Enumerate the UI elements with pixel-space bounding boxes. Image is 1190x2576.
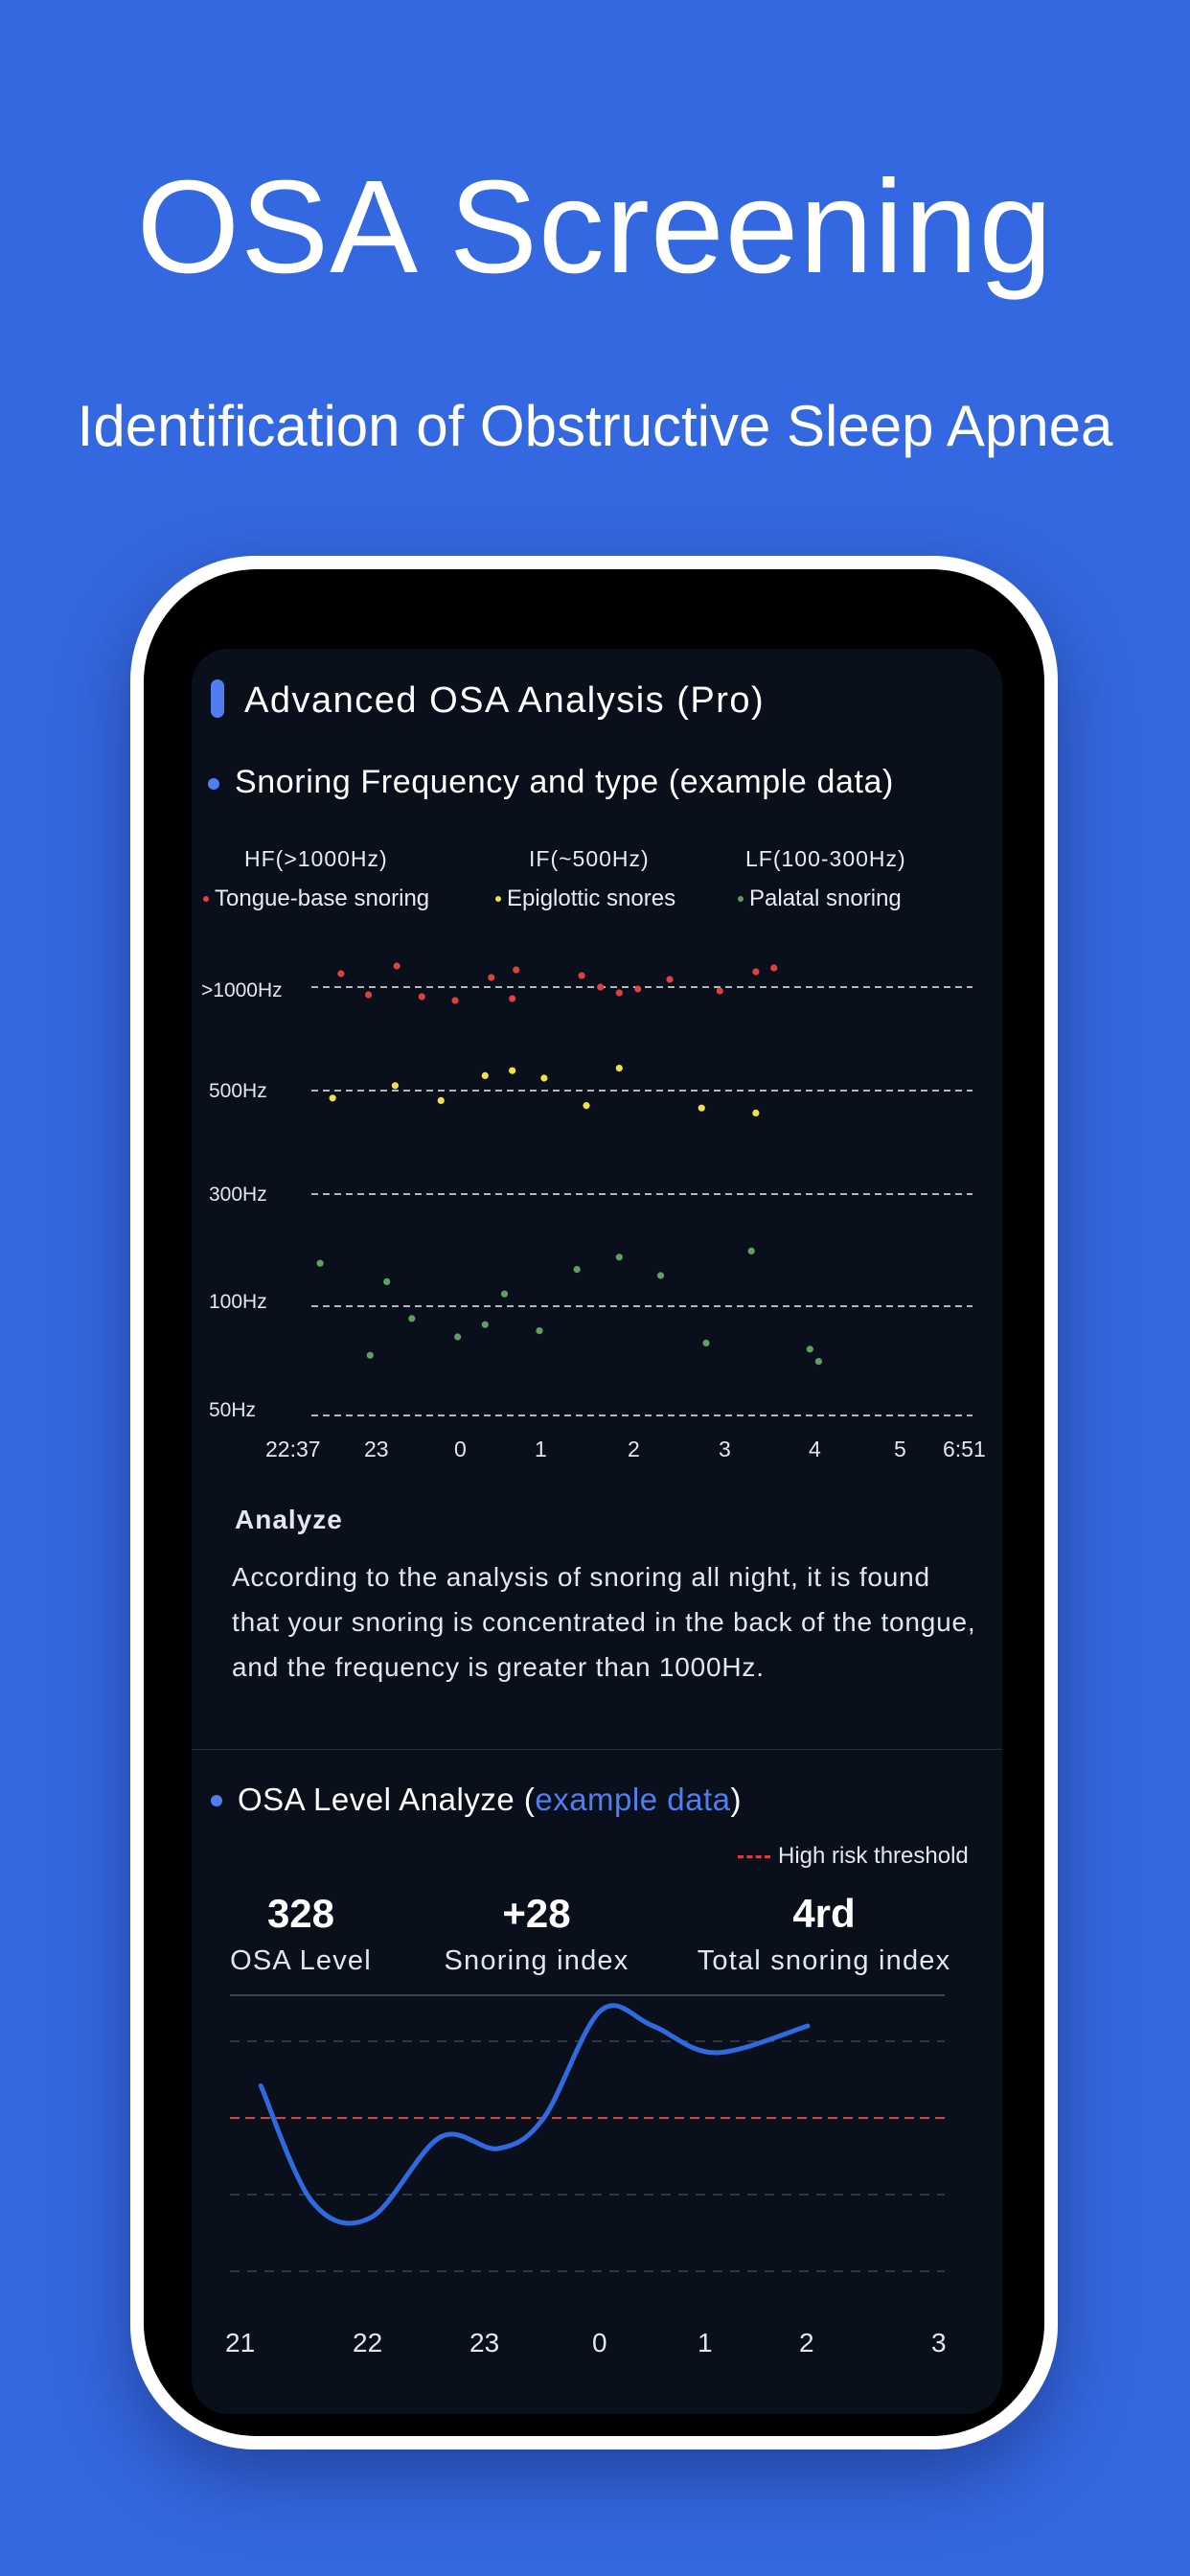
scatter-point — [616, 1065, 623, 1071]
scatter-point — [408, 1315, 415, 1322]
scatter-point — [482, 1072, 489, 1079]
x-label: 3 — [719, 1437, 731, 1461]
scatter-point — [383, 1278, 390, 1285]
scatter-point — [657, 1272, 664, 1278]
scatter-point — [488, 974, 494, 980]
analyze-text: According to the analysis of snoring all night, it is found that your snoring is concentrated in the back of the tongue, and the frequency is greater than 1000Hz. — [232, 1562, 976, 1682]
snoring-scatter-chart — [192, 649, 1002, 1511]
osa-level-line — [261, 2006, 808, 2223]
osa-section-title — [238, 1782, 742, 1818]
snoring-section-title: Snoring Frequency and type (example data) — [235, 764, 894, 800]
scatter-point — [574, 1266, 581, 1273]
scatter-point — [509, 1068, 515, 1074]
x-label: 22:37 — [265, 1437, 321, 1461]
x-label: 23 — [469, 2328, 500, 2358]
scatter-point — [509, 995, 515, 1001]
scatter-point — [438, 1097, 445, 1104]
scatter-point — [752, 1110, 759, 1116]
legend-label: Palatal snoring — [749, 886, 902, 911]
section-bullet — [211, 1795, 222, 1806]
snoring-index-value: +28 — [502, 1891, 571, 1936]
osa-level-label: OSA Level — [230, 1945, 372, 1976]
osa-level-value: 328 — [266, 1891, 335, 1936]
x-label: 21 — [225, 2328, 256, 2358]
x-label: 1 — [535, 1437, 547, 1461]
y-label-300: 300Hz — [209, 1184, 267, 1206]
freq-header-hf: HF(>1000Hz) — [244, 846, 388, 871]
scatter-point — [482, 1322, 489, 1328]
x-label: 2 — [799, 2328, 814, 2358]
scatter-point — [702, 1340, 709, 1346]
x-label: 1 — [698, 2328, 713, 2358]
scatter-point — [365, 991, 372, 998]
scatter-point — [583, 1102, 589, 1109]
scatter-point — [330, 1094, 336, 1101]
freq-header-lf: LF(100-300Hz) — [745, 846, 906, 871]
scatter-point — [540, 1074, 547, 1081]
scatter-point — [666, 976, 673, 982]
x-label: 4 — [809, 1437, 821, 1461]
scatter-point — [616, 989, 623, 996]
hero-title: OSA Screening — [136, 153, 1054, 301]
scatter-point — [501, 1291, 508, 1298]
scatter-point — [419, 993, 425, 1000]
x-label: 2 — [628, 1437, 640, 1461]
example-data-link[interactable]: example data — [535, 1782, 731, 1817]
scatter-point — [513, 966, 519, 973]
risk-legend — [738, 1843, 969, 1870]
analyze-heading: Analyze — [235, 1505, 343, 1534]
scatter-point — [616, 1254, 623, 1260]
x-label: 23 — [364, 1437, 389, 1461]
scatter-point — [367, 1352, 374, 1359]
x-label: 0 — [592, 2328, 607, 2358]
y-label-50: 50Hz — [209, 1399, 257, 1421]
x-label: 3 — [931, 2328, 947, 2358]
y-label-500: 500Hz — [209, 1080, 267, 1102]
card-title: Advanced OSA Analysis (Pro) — [244, 680, 766, 721]
scatter-point — [451, 997, 458, 1003]
scatter-point — [752, 968, 759, 975]
y-label-100: 100Hz — [209, 1291, 267, 1313]
risk-label: High risk threshold — [778, 1843, 969, 1869]
scatter-point — [770, 964, 777, 971]
scatter-point — [634, 985, 641, 992]
freq-header-if: IF(~500Hz) — [529, 846, 650, 871]
phone-screen — [192, 649, 1002, 2414]
scatter-point — [717, 987, 723, 994]
hero-subtitle: Identification of Obstructive Sleep Apnea — [77, 394, 1113, 458]
x-label: 22 — [353, 2328, 383, 2358]
legend-label: Epiglottic snores — [507, 886, 676, 911]
scatter-point — [807, 1346, 813, 1352]
scatter-point — [597, 983, 604, 990]
scatter-point — [317, 1260, 324, 1267]
risk-dash-line — [738, 1855, 770, 1858]
scatter-point — [579, 972, 585, 978]
scatter-point — [454, 1333, 461, 1340]
total-snoring-value: 4rd — [792, 1891, 856, 1936]
x-label: 6:51 — [943, 1437, 986, 1461]
scatter-point — [815, 1358, 822, 1365]
scatter-point — [748, 1248, 755, 1254]
scatter-point — [394, 962, 400, 969]
scatter-point — [536, 1327, 542, 1334]
section-divider — [192, 1749, 1002, 1750]
legend-label: Tongue-base snoring — [215, 886, 430, 911]
y-label-hf: >1000Hz — [201, 979, 283, 1001]
total-snoring-label: Total snoring index — [697, 1945, 951, 1976]
scatter-point — [392, 1082, 399, 1089]
snoring-index-label: Snoring index — [444, 1945, 629, 1976]
x-label: 5 — [894, 1437, 906, 1461]
osa-title-text: OSA Level Analyze ( — [238, 1782, 536, 1817]
scatter-point — [698, 1105, 705, 1112]
osa-title-close: ) — [730, 1782, 742, 1817]
x-label: 0 — [454, 1437, 467, 1461]
scatter-point — [337, 970, 344, 977]
